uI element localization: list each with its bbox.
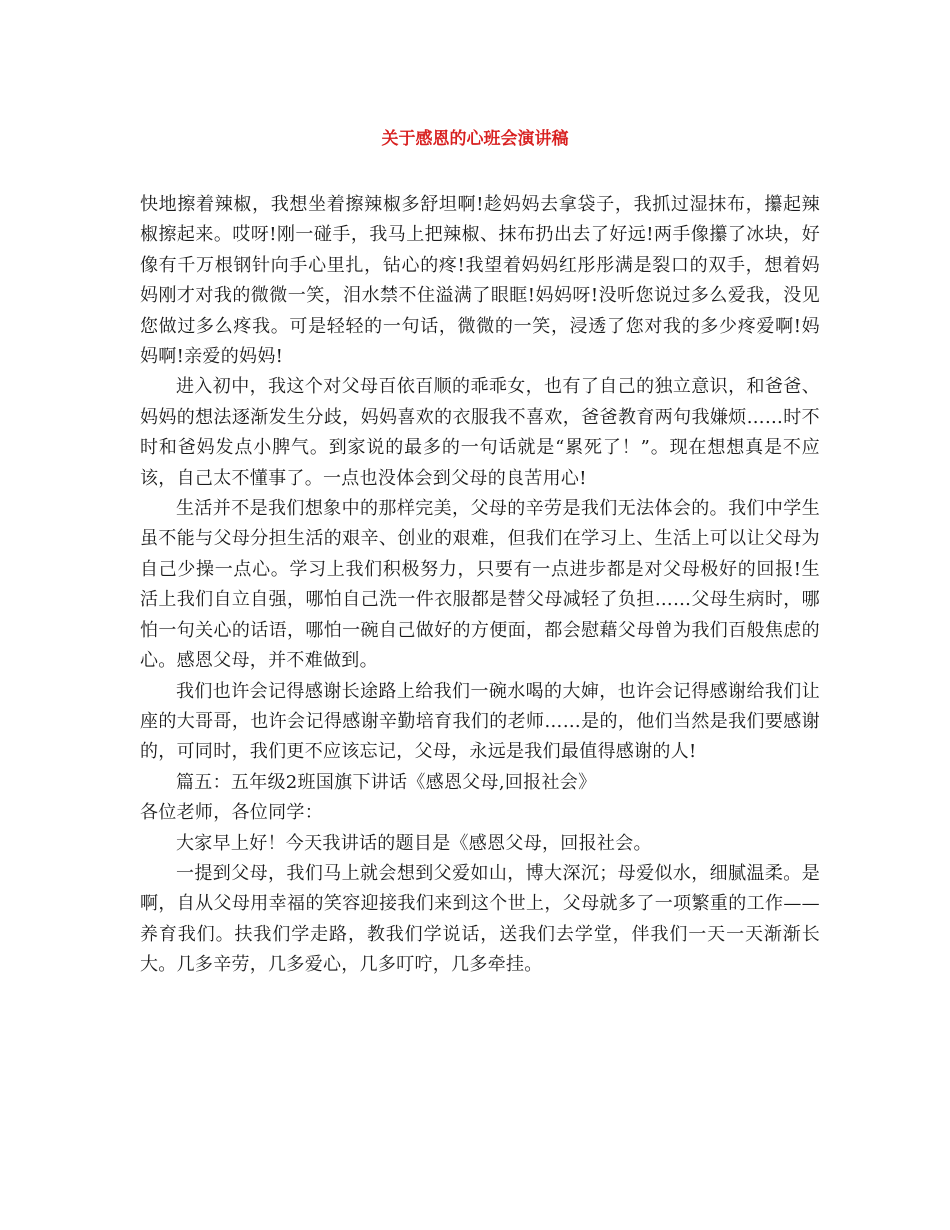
paragraph: 进入初中，我这个对父母百依百顺的乖乖女，也有了自己的独立意识，和爸爸、妈妈的想法逐渐发生分歧，妈妈喜欢的衣服我不喜欢，爸爸教育两句我嫌烦……时不时和爸妈发点小脾气。到家说的最多的一句话就是“累死了！”。现在想想真是不应该，自己太不懂事了。一点也没体会到父母的良苦用心! bbox=[140, 376, 820, 489]
paragraph: 我们也许会记得感谢长途路上给我们一碗水喝的大婶，也许会记得感谢给我们让座的大哥哥，也许会记得感谢辛勤培育我们的老师……是的，他们当然是我们要感谢的，可同时，我们更不应该忘记，父母，永远是我们最值得感谢的人! bbox=[140, 680, 820, 763]
paragraph: 快地擦着辣椒，我想坐着擦辣椒多舒坦啊!趁妈妈去拿袋子，我抓过湿抹布，攥起辣椒擦起来。哎呀!刚一碰手，我马上把辣椒、抹布扔出去了好远!两手像攥了冰块，好像有千万根钢针向手心里扎，钻心的疼!我望着妈妈红彤彤满是裂口的双手，想着妈妈刚才对我的微微一笑，泪水禁不住溢满了眼眶!妈妈呀!没听您说过多么爱我，没见您做过多么疼我。可是轻轻的一句话，微微的一笑，浸透了您对我的多少疼爱啊!妈妈啊!亲爱的妈妈! bbox=[140, 194, 820, 368]
document-body bbox=[140, 190, 820, 981]
paragraph: 大家早上好！今天我讲话的题目是《感恩父母，回报社会。 bbox=[176, 832, 652, 854]
paragraph: 一提到父母，我们马上就会想到父爱如山，博大深沉；母爱似水，细腻温柔。是啊，自从父母用幸福的笑容迎接我们来到这个世上，父母就多了一项繁重的工作——养育我们。扶我们学走路，教我们学说话，送我们去学堂，伴我们一天一天渐渐长大。几多辛劳，几多爱心，几多叮咛，几多牵挂。 bbox=[140, 862, 820, 976]
section-heading: 篇五：五年级2班国旗下讲话《感恩父母,回报社会》 bbox=[176, 771, 597, 793]
salutation: 各位老师，各位同学： bbox=[140, 802, 323, 824]
paragraph: 生活并不是我们想象中的那样完美，父母的辛劳是我们无法体会的。我们中学生虽不能与父母分担生活的艰辛、创业的艰难，但我们在学习上、生活上可以让父母为自己少操一点心。学习上我们积极努力，只要有一点进步都是对父母极好的回报!生活上我们自立自强，哪怕自己洗一件衣服都是替父母减轻了负担……父母生病时，哪怕一句关心的话语，哪怕一碗自己做好的方便面，都会慰藉父母曾为我们百般焦虑的心。感恩父母，并不难做到。 bbox=[140, 498, 820, 672]
document-title: 关于感恩的心班会演讲稿 bbox=[381, 129, 569, 149]
